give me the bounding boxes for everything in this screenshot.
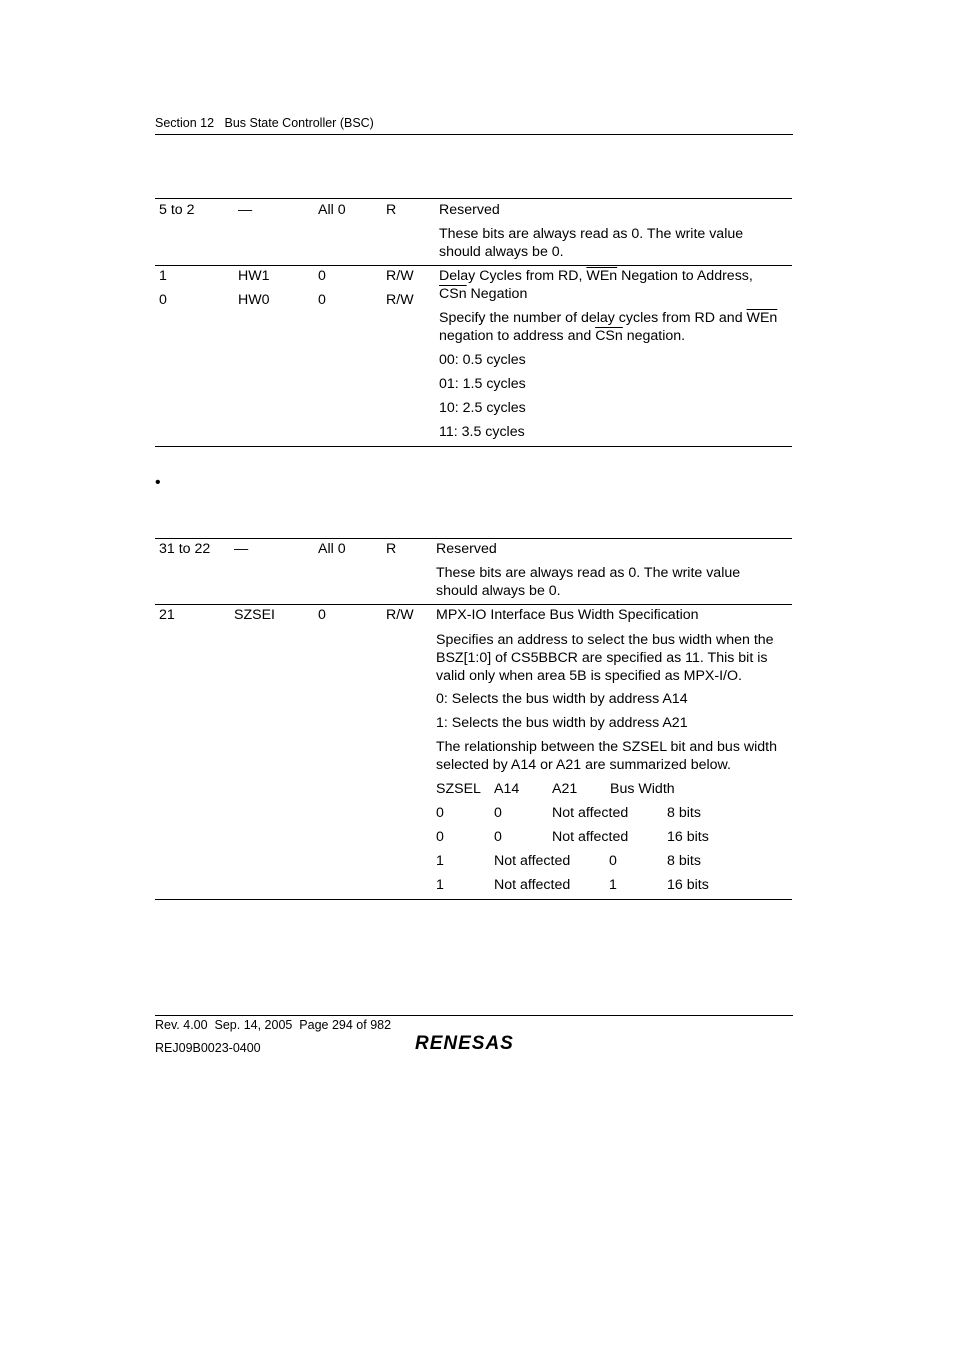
description-title: MPX-IO Interface Bus Width Specification (436, 607, 699, 623)
bit-number: 0 (159, 292, 167, 308)
subtable-cell: 16 bits (667, 829, 709, 845)
option-item: 00: 0.5 cycles (439, 352, 526, 368)
initial-value: 0 (318, 268, 326, 284)
bit-number: 5 to 2 (159, 202, 195, 218)
table-bottom-rule (155, 899, 792, 900)
description-title: Delay Cycles from RD, $\overline{WEn}$ Negation to Address, $\overline{CSn}$ Negation (439, 268, 753, 302)
read-write: R/W (386, 292, 414, 308)
initial-value: 0 (318, 292, 326, 308)
read-write: R/W (386, 268, 414, 284)
description-text: These bits are always read as 0. The write value should always be 0. (439, 226, 744, 260)
subtable-cell: 0 (436, 829, 444, 845)
subtable-cell: 16 bits (667, 877, 709, 893)
description-text: Specify the number of delay cycles from RD and $\overline{WEn}$ negation to address and $\overline{CSn}$ negation. (439, 310, 778, 344)
option-item: 0: Selects the bus width by address A14 (436, 691, 688, 707)
subtable-header: Bus Width (610, 781, 675, 797)
overlined-signal: $\overline{WEn}$ (586, 268, 618, 284)
overlined-signal: $\overline{CSn}$ (439, 286, 467, 302)
subtable-header: A21 (552, 781, 578, 797)
option-item: 01: 1.5 cycles (439, 376, 526, 392)
subtable-cell: 8 bits (667, 853, 701, 869)
bit-name: HW0 (238, 292, 270, 308)
subtable-header: A14 (494, 781, 520, 797)
revision-info: Rev. 4.00 Sep. 14, 2005 Page 294 of 982 (155, 1018, 392, 1032)
bit-name: SZSEI (234, 607, 275, 623)
subtable-cell: Not affected (552, 829, 629, 845)
subtable-header: SZSEL (436, 781, 481, 797)
bit-name: HW1 (238, 268, 270, 284)
initial-value: All 0 (318, 202, 346, 218)
subtable-cell: 1 (436, 853, 444, 869)
description-text: These bits are always read as 0. The write value should always be 0. (436, 565, 741, 599)
option-item: 11: 3.5 cycles (439, 424, 525, 440)
overlined-signal: $\overline{CSn}$ (595, 328, 623, 344)
logo-text: RENESAS (415, 1033, 514, 1052)
subtable-cell: 0 (609, 853, 617, 869)
subtable-cell: Not affected (494, 877, 571, 893)
row-divider (155, 604, 792, 605)
description-text: The relationship between the SZSEL bit and bus width selected by A14 or A21 are summarized below. (436, 739, 777, 773)
renesas-logo (415, 1032, 535, 1056)
overlined-signal: $\overline{WEn}$ (746, 310, 778, 326)
document-number: REJ09B0023-0400 (155, 1041, 261, 1055)
bit-number: 31 to 22 (159, 541, 211, 557)
bit-number: 21 (159, 607, 175, 623)
running-header: Section 12 Bus State Controller (BSC) (155, 116, 374, 130)
subtable-cell: 8 bits (667, 805, 701, 821)
read-write: R (386, 541, 397, 557)
subtable-cell: 0 (436, 805, 444, 821)
subtable-cell: 0 (494, 829, 502, 845)
subtable-cell: 1 (436, 877, 444, 893)
table-top-rule (155, 538, 792, 539)
read-write: R (386, 202, 397, 218)
subtable-cell: Not affected (552, 805, 629, 821)
description-title: Reserved (436, 541, 497, 557)
subtable-cell: 1 (609, 877, 617, 893)
read-write: R/W (386, 607, 414, 623)
bullet-marker: • (155, 474, 161, 491)
bit-name: — (238, 202, 253, 218)
bit-number: 1 (159, 268, 167, 284)
footer-rule (155, 1015, 793, 1016)
table-top-rule (155, 198, 792, 199)
initial-value: All 0 (318, 541, 346, 557)
header-rule (155, 134, 793, 135)
description-title: Reserved (439, 202, 500, 218)
row-divider (155, 265, 792, 266)
initial-value: 0 (318, 607, 326, 623)
option-item: 10: 2.5 cycles (439, 400, 526, 416)
subtable-cell: 0 (494, 805, 502, 821)
description-text: Specifies an address to select the bus width when the BSZ[1:0] of CS5BBCR are specified as 11. This bit is valid only when area 5B is specified as MPX-I/O. (436, 632, 774, 684)
option-item: 1: Selects the bus width by address A21 (436, 715, 688, 731)
bit-name: — (234, 541, 249, 557)
subtable-cell: Not affected (494, 853, 571, 869)
table-bottom-rule (155, 446, 792, 447)
